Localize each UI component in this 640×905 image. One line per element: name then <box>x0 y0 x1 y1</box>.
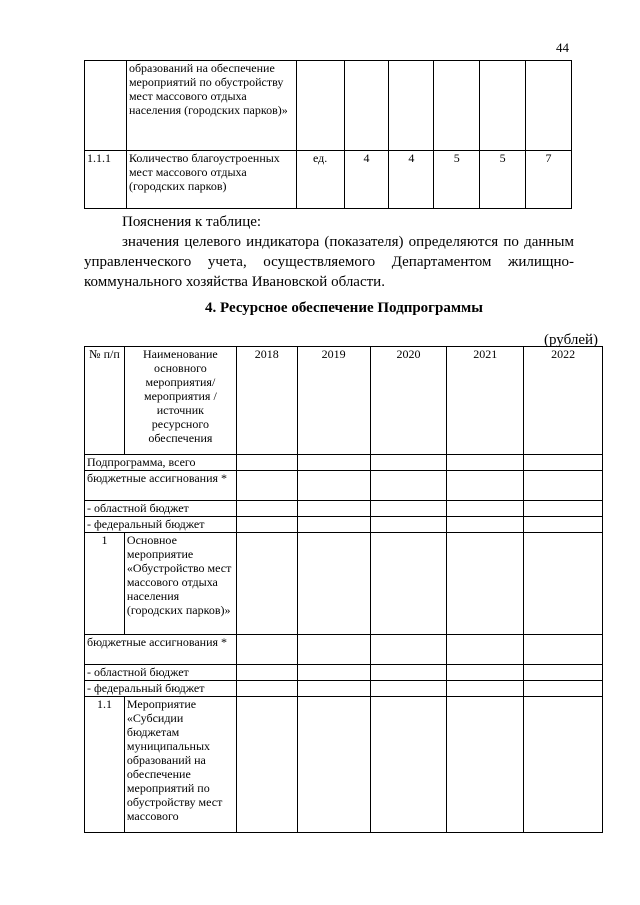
row-federal: - федеральный бюджет <box>85 517 237 533</box>
indicator-value-2018: 4 <box>344 151 389 209</box>
row-main-num: 1 <box>85 533 125 635</box>
indicator-value-2020: 5 <box>434 151 480 209</box>
section-title: 4. Ресурсное обеспечение Подпрограммы <box>205 300 483 316</box>
resource-table <box>84 346 603 833</box>
indicator-value-2021: 5 <box>480 151 526 209</box>
header-num: № п/п <box>85 347 125 455</box>
page-number: 44 <box>556 40 569 55</box>
indicator-name-cell: образований на обеспечение мероприятий по обустройству мест массового отдыха населения (городских парков)» <box>126 61 296 151</box>
row-main-name: Основное мероприятие «Обустройство мест массового отдыха населения (городских парков)» <box>124 533 236 635</box>
row-budget: бюджетные ассигнования * <box>85 471 237 501</box>
currency-unit: (рублей) <box>544 332 599 348</box>
header-name: Наименование основного мероприятия/ мероприятия /источник ресурсного обеспечения <box>124 347 236 455</box>
header-year-2022: 2022 <box>524 347 603 455</box>
table-row <box>85 533 603 635</box>
table-row <box>85 665 603 681</box>
header-year-2020: 2020 <box>370 347 447 455</box>
row-sub-num: 1.1 <box>85 697 125 833</box>
row-regional: - областной бюджет <box>85 665 237 681</box>
notes-body: значения целевого индикатора (показателя) определяются по данным управленческого учета, осуществляемого Департаментом жилищно-коммунального хозяйства Ивановской области. <box>84 234 574 290</box>
indicator-num: 1.1.1 <box>85 151 127 209</box>
indicator-value-2019: 4 <box>389 151 434 209</box>
row-sub-name: Мероприятие «Субсидии бюджетам муниципальных образований на обеспечение мероприятий по обустройству мест массового <box>124 697 236 833</box>
table-row <box>85 501 603 517</box>
row-regional: - областной бюджет <box>85 501 237 517</box>
row-budget: бюджетные ассигнования * <box>85 635 237 665</box>
indicator-name: Количество благоустроенных мест массового отдыха (городских парков) <box>126 151 296 209</box>
table-row <box>85 151 572 209</box>
indicator-unit: ед. <box>296 151 344 209</box>
table-row <box>85 681 603 697</box>
table-row <box>85 697 603 833</box>
header-year-2018: 2018 <box>236 347 297 455</box>
notes-title: Пояснения к таблице: <box>122 214 262 230</box>
indicator-value-2022: 7 <box>526 151 572 209</box>
indicator-table <box>84 60 572 209</box>
table-header-row <box>85 347 603 455</box>
header-year-2021: 2021 <box>447 347 524 455</box>
row-total: Подпрограмма, всего <box>85 455 237 471</box>
table-row <box>85 517 603 533</box>
row-federal: - федеральный бюджет <box>85 681 237 697</box>
table-row <box>85 455 603 471</box>
header-year-2019: 2019 <box>297 347 370 455</box>
table-row <box>85 635 603 665</box>
table-row <box>85 471 603 501</box>
table-row <box>85 61 572 151</box>
